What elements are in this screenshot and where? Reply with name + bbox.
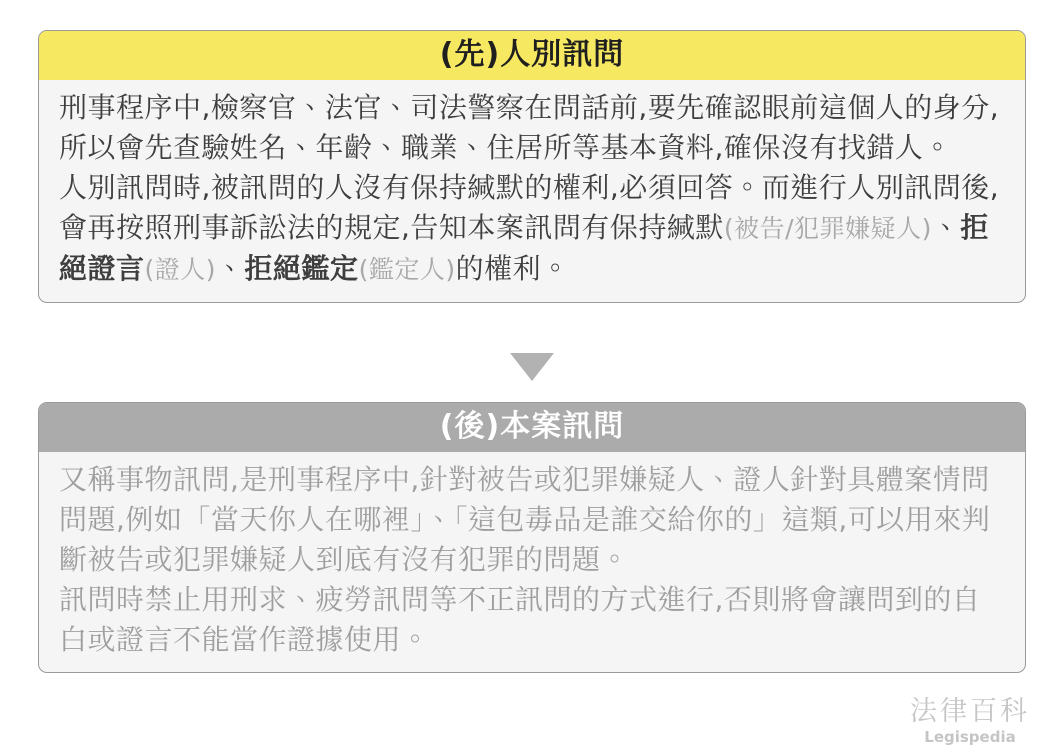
text-segment: (證人) (144, 255, 217, 284)
step1-body (39, 80, 1025, 302)
text-segment: 、 (216, 252, 245, 285)
logo-chinese-name: 法律百科 (910, 696, 1030, 727)
step1-paragraph-2 (59, 168, 1005, 290)
text-segment: 的權利。 (455, 252, 570, 285)
legispedia-logo (910, 697, 1030, 746)
down-arrow-icon (510, 353, 554, 381)
step1-paragraph-1: 刑事程序中,檢察官、法官、司法警察在問話前,要先確認眼前這個人的身分,所以會先查驗姓名、年齡、職業、住居所等基本資料,確保沒有找錯人。 (59, 91, 1000, 164)
text-segment: (被告/犯罪嫌疑人) (723, 214, 932, 243)
step2-paragraph-1: 又稱事物訊問,是刑事程序中,針對被告或犯罪嫌疑人、證人針對具體案情問問題,例如「當天你人在哪裡」、「這包毒品是誰交給你的」這類,可以用來判斷被告或犯罪嫌疑人到底有沒有犯罪的問題。 (59, 463, 991, 576)
step2-body (39, 452, 1025, 672)
text-segment: 、 (931, 211, 961, 244)
step2-case-interrogation-box (38, 402, 1026, 673)
text-segment: 拒絕鑑定 (244, 252, 359, 285)
text-segment: (鑑定人) (358, 255, 456, 284)
text-segment: 拒絕證言 (59, 211, 989, 285)
text-segment: 人別訊問時,被訊問的人沒有保持緘默的權利,必須回答。而進行人別訊問後,會再按照刑事訴訟法的規定,告知本案訊問有保持緘默 (59, 171, 1000, 244)
step1-identity-interrogation-box (38, 30, 1026, 303)
step1-title: (先)人別訊問 (39, 31, 1025, 80)
step2-title: (後)本案訊問 (39, 403, 1025, 452)
logo-english-name: Legispedia (924, 728, 1016, 746)
step2-paragraph-2: 訊問時禁止用刑求、疲勞訊問等不正訊問的方式進行,否則將會讓問到的自白或證言不能當作證據使用。 (59, 583, 981, 656)
